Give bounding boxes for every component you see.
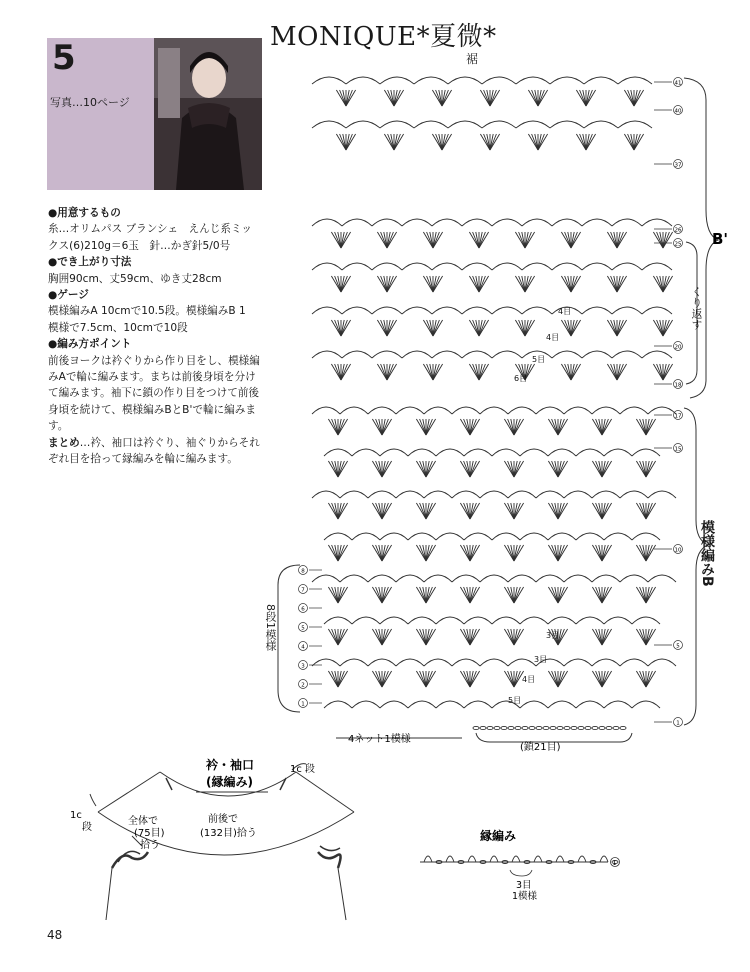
size-text: 胸囲90cm、丈59cm、ゆき丈28cm [48,272,222,285]
whole-label: 全体で [128,816,158,827]
stitch-count-label: 4目 [558,307,572,316]
points-line-3: て編みます。袖下に鎖の作り目をつけて前後 [48,387,260,400]
materials-line-2: クス(6)210g＝6玉 針…かぎ針5/0号 [48,239,231,252]
svg-text:1: 1 [301,701,305,708]
svg-text:37: 37 [674,162,682,169]
photo-reference: 写真…10ページ [50,96,130,109]
edging-row-number: 1 [612,859,617,867]
whole-count: (75目) [134,828,165,839]
chain-count-label: (鎖21目) [520,742,561,753]
edging-picot [446,856,454,862]
svg-text:6: 6 [301,606,305,613]
b-prime-label: B' [712,230,729,248]
edging-picot [468,856,476,862]
points-line-2: みAで輪に編みます。まちは前後身頃を分け [48,371,256,384]
svg-text:25: 25 [674,241,682,248]
finishing-text-1: …衿、袖口は衿ぐり、袖ぐりからそれ [79,436,260,449]
collar-subtitle: (縁編み) [206,775,253,789]
svg-text:40: 40 [674,108,682,115]
finishing-label: まとめ [48,436,80,449]
points-line-5: す。 [48,420,69,433]
edging-picot [600,856,608,862]
materials-line-1: 糸…オリムパス ブランシェ えんじ系ミッ [48,223,252,236]
eight-rows-label: 8段1模様 [264,604,277,651]
edging-picot [578,856,586,862]
edging-picot [556,856,564,862]
hem-label: 裾 [466,52,479,66]
svg-text:3: 3 [301,663,305,670]
stitch-count-label: 4目 [522,675,536,684]
materials-heading: ●用意するもの [48,207,121,219]
stitch-count-label: 4目 [546,333,560,342]
one-row-right-label: 1c [290,764,302,775]
front-back-count: (132目)拾う [200,828,257,839]
size-heading: ●でき上がり寸法 [48,256,132,269]
points-line-4: 身頃を続けて、模様編みBとB'で輪に編みま [48,403,256,416]
gauge-line-1: 模様編みA 10cmで10.5段。模様編みB 1 [48,305,246,318]
page-number: 48 [47,928,63,942]
front-back-label: 前後で [208,814,238,825]
stitch-count-label: 6目 [514,374,528,383]
net-repeat-label: 4ネット1模様 [348,734,411,745]
edging-picot [534,856,542,862]
svg-text:7: 7 [301,587,305,594]
edging-repeat-label: 1模様 [512,891,538,902]
svg-text:26: 26 [674,227,682,234]
pattern-b-label: 模様編みB [699,520,715,587]
edging-picot [424,856,432,862]
edging-repeat-count: 3目 [516,880,532,891]
whole-pick-label: 拾う [140,840,160,851]
svg-text:41: 41 [674,80,682,87]
svg-text:4: 4 [301,644,305,651]
points-line-1: 前後ヨークは衿ぐりから作り目をし、模様編 [48,354,260,367]
svg-text:5: 5 [301,625,305,632]
svg-text:18: 18 [674,382,682,389]
edging-picot [512,856,520,862]
stitch-count-label: 3目 [546,631,560,640]
svg-text:2: 2 [301,682,305,689]
one-row-right-unit: 段 [305,764,315,775]
points-heading: ●編み方ポイント [48,338,132,351]
repeat-label: くり返す [690,286,703,330]
svg-text:5: 5 [676,643,680,650]
edging-motifs [420,856,618,864]
edging-repeat-bracket [510,870,532,876]
stitch-count-label: 5目 [508,696,522,705]
svg-text:1: 1 [676,720,680,727]
one-row-left-unit: 段 [82,822,92,833]
stitch-count-label: 3目 [534,655,548,664]
edging-title: 縁編み [480,829,517,843]
one-row-left-label: 1c [70,810,82,821]
collar-title: 衿・袖口 [206,758,255,772]
edging-picot [490,856,498,862]
svg-text:15: 15 [674,446,682,453]
finishing-line-2: ぞれ目を拾って縁編みを輪に編みます。 [48,453,238,466]
stitch-count-label: 5目 [532,355,546,364]
gauge-line-2: 模様で7.5cm、10cmで10段 [48,321,188,334]
gauge-heading: ●ゲージ [48,289,89,302]
svg-text:20: 20 [674,344,682,351]
svg-text:17: 17 [674,413,682,420]
page-title: MONIQUE*夏微* [270,22,497,52]
svg-text:10: 10 [674,547,682,554]
svg-text:8: 8 [301,568,305,575]
pattern-number: 5 [52,38,76,78]
